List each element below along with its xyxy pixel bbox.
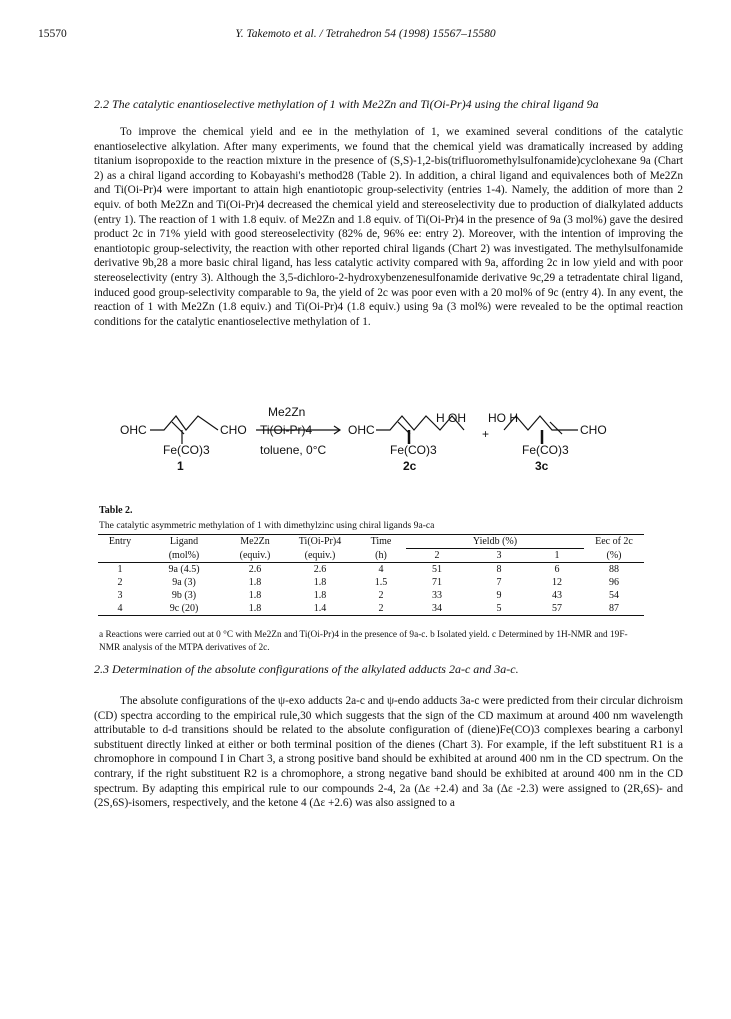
section-2-3-text: The absolute configurations of the ψ-exo adducts 2a-c and ψ-endo adducts 3a-c were predicted from their circular dichroism (CD) spectra according to the empirical rule,30 which suggests that the sign of the CD maximum at around 400 nm wavelength attributable to d-d transitions should be related to the absolute configuration of (diene)Fe(CO)3 complexes bearing a carbonyl substituent directly linked at either or both terminal position of the dienes (Chart 3). For example, if the left substituent R1 is a chromophore in compound I in Chart 3, a strong positive band should be exhibited at around 400 nm in the CD spectrum. On the contrary, if the right substituent R2 is a chromophore, a strong negative band should be exhibited at around 400 nm in the CD spectrum. By adapting this empirical rule to our compounds 2-4, 2a (Δε +2.4) and 3a (Δε -2.3) were assigned to (2R,6S)- and (2S,6S)-isomers, respectively, and the ketone 4 (Δε +2.6) was also assigned to a [94,695,683,810]
table-caption: Table 2. [99,505,133,516]
header-ee-unit: (%) [584,549,644,563]
results-table [98,534,644,616]
compound-2c-substituents: H OH [436,411,466,425]
header-me2zn-unit: (equiv.) [226,549,284,563]
compound-1-complex: Fe(CO)3 [163,443,210,457]
compound-2c-left-group: OHC [348,423,375,437]
reagent-mid: Ti(Oi-Pr)4 [260,423,313,437]
header-tioipr: Ti(Oi-Pr)4 [284,535,356,549]
table-header-row-1 [98,535,644,549]
section-2-2-title: 2.2 The catalytic enantioselective methylation of 1 with Me2Zn and Ti(Oi-Pr)4 using the chiral ligand 9a [94,97,599,111]
header-me2zn: Me2Zn [226,535,284,549]
header-time-unit: (h) [356,549,406,563]
table-row: 3 9b (3) 1.8 1.8 2 33 9 43 54 [117,590,619,601]
header-yield-2: 2 [406,549,468,563]
compound-2c-label: 2c [403,459,417,473]
page-header [38,28,693,44]
reaction-scheme [120,404,680,504]
header-yield: Yieldb (%) [406,535,584,549]
compound-1-diene [150,416,218,430]
table-footnote: a Reactions were carried out at 0 °C with Me2Zn and Ti(Oi-Pr)4 in the presence of 9a-c. b Isolated yield. c Determined by 1H-NMR and 19F-NMR analysis of the MTPA derivatives of 2c. [99,630,628,653]
table-header-row-2 [98,549,644,563]
compound-1-right-group: CHO [220,423,247,437]
running-title: Y. Takemoto et al. / Tetrahedron 54 (1998) 15567–15580 [235,28,496,40]
page-number: 15570 [38,28,67,40]
table-row: 2 9a (3) 1.8 1.8 1.5 71 7 12 96 [117,577,619,588]
header-entry: Entry [98,535,142,549]
table-row: 1 9a (4.5) 2.6 2.6 4 51 8 6 88 [117,564,619,575]
compound-3c-complex: Fe(CO)3 [522,443,569,457]
section-2-2-paragraph [94,125,683,329]
reagent-top: Me2Zn [268,405,306,419]
header-yield-1: 1 [530,549,584,563]
header-ee: Eec of 2c [584,535,644,549]
header-ligand: Ligand [142,535,226,549]
scheme-plus: + [482,427,490,441]
table-row: 4 9c (20) 1.8 1.4 2 34 5 57 87 [98,602,644,616]
compound-3c-label: 3c [535,459,549,473]
compound-2c-complex: Fe(CO)3 [390,443,437,457]
header-ligand-unit: (mol%) [142,549,226,563]
compound-1-label: 1 [177,459,184,473]
section-2-3-paragraph [94,694,683,811]
compound-3c-right-group: CHO [580,423,607,437]
header-tioipr-unit: (equiv.) [284,549,356,563]
compound-3c-double-bond [550,422,562,434]
table-subcaption: The catalytic asymmetric methylation of 1 with dimethylzinc using chiral ligands 9a-ca [99,520,435,531]
section-2-2-text: To improve the chemical yield and ee in the methylation of 1, we examined several conditions of the catalytic enantioselective alkylation. After many experiments, we found that the chemical yield was dramatically increased by adding titanium isopropoxide to the reaction mixture in the presence of (S,S)-1,2-bis(trifluoromethylsulfonamide)cyclohexane 9a (Chart 2) as a chiral ligand according to Kobayashi's method28 (Table 2). In addition, a chiral ligand and equivalences both of Me2Zn and Ti(Oi-Pr)4 were important to attain high enantiotopic group-selectivity (entries 1-4). Namely, the addition of more than 2 equiv. of both Me2Zn and Ti(Oi-Pr)4 decreased the chemical yield and stereoselectivity due to production of dialkylated adducts (entry 1). The reaction of 1 with 1.8 equiv. of Me2Zn and 1.8 equiv. of Ti(Oi-Pr)4 in the presence of 9a (3 mol%) gave the desired product 2c in 71% yield with good stereoselectivity (82% de, 96% ee: entry 2). Moreover, with the intention of improving the enantiotopic group-selectivity, the reaction with other reported chiral ligands (Chart 2) was investigated. The methylsulfonamide derivative 9b,28 a more basic chiral ligand, has less catalytic activity compared with 9a, affording 2c in low yield and with poor stereoselectivity (entry 3). Although the 3,5-dichloro-2-hydroxybenzenesulfonamide derivative 9c,29 a tetradentate chiral ligand, induced good group-selectivity comparable to 9a, the yield of 2c was poor even with a 20 mol% of 9c (entry 4). In any event, the reaction of 1 with Me2Zn (1.8 equiv.) and Ti(Oi-Pr)4 (1.8 equiv.) using 9a (3 mol%) were revealed to be the optimal reaction conditions for the catalytic enantioselective methylation of 1. [94,126,683,328]
compound-3c-substituents: HO H [488,411,518,425]
header-time: Time [356,535,406,549]
compound-1-left-group: OHC [120,423,147,437]
section-2-3-title: 2.3 Determination of the absolute configurations of the alkylated adducts 2a-c and 3a-c. [94,662,519,676]
header-yield-3: 3 [468,549,530,563]
reaction-conditions: toluene, 0°C [260,443,327,457]
